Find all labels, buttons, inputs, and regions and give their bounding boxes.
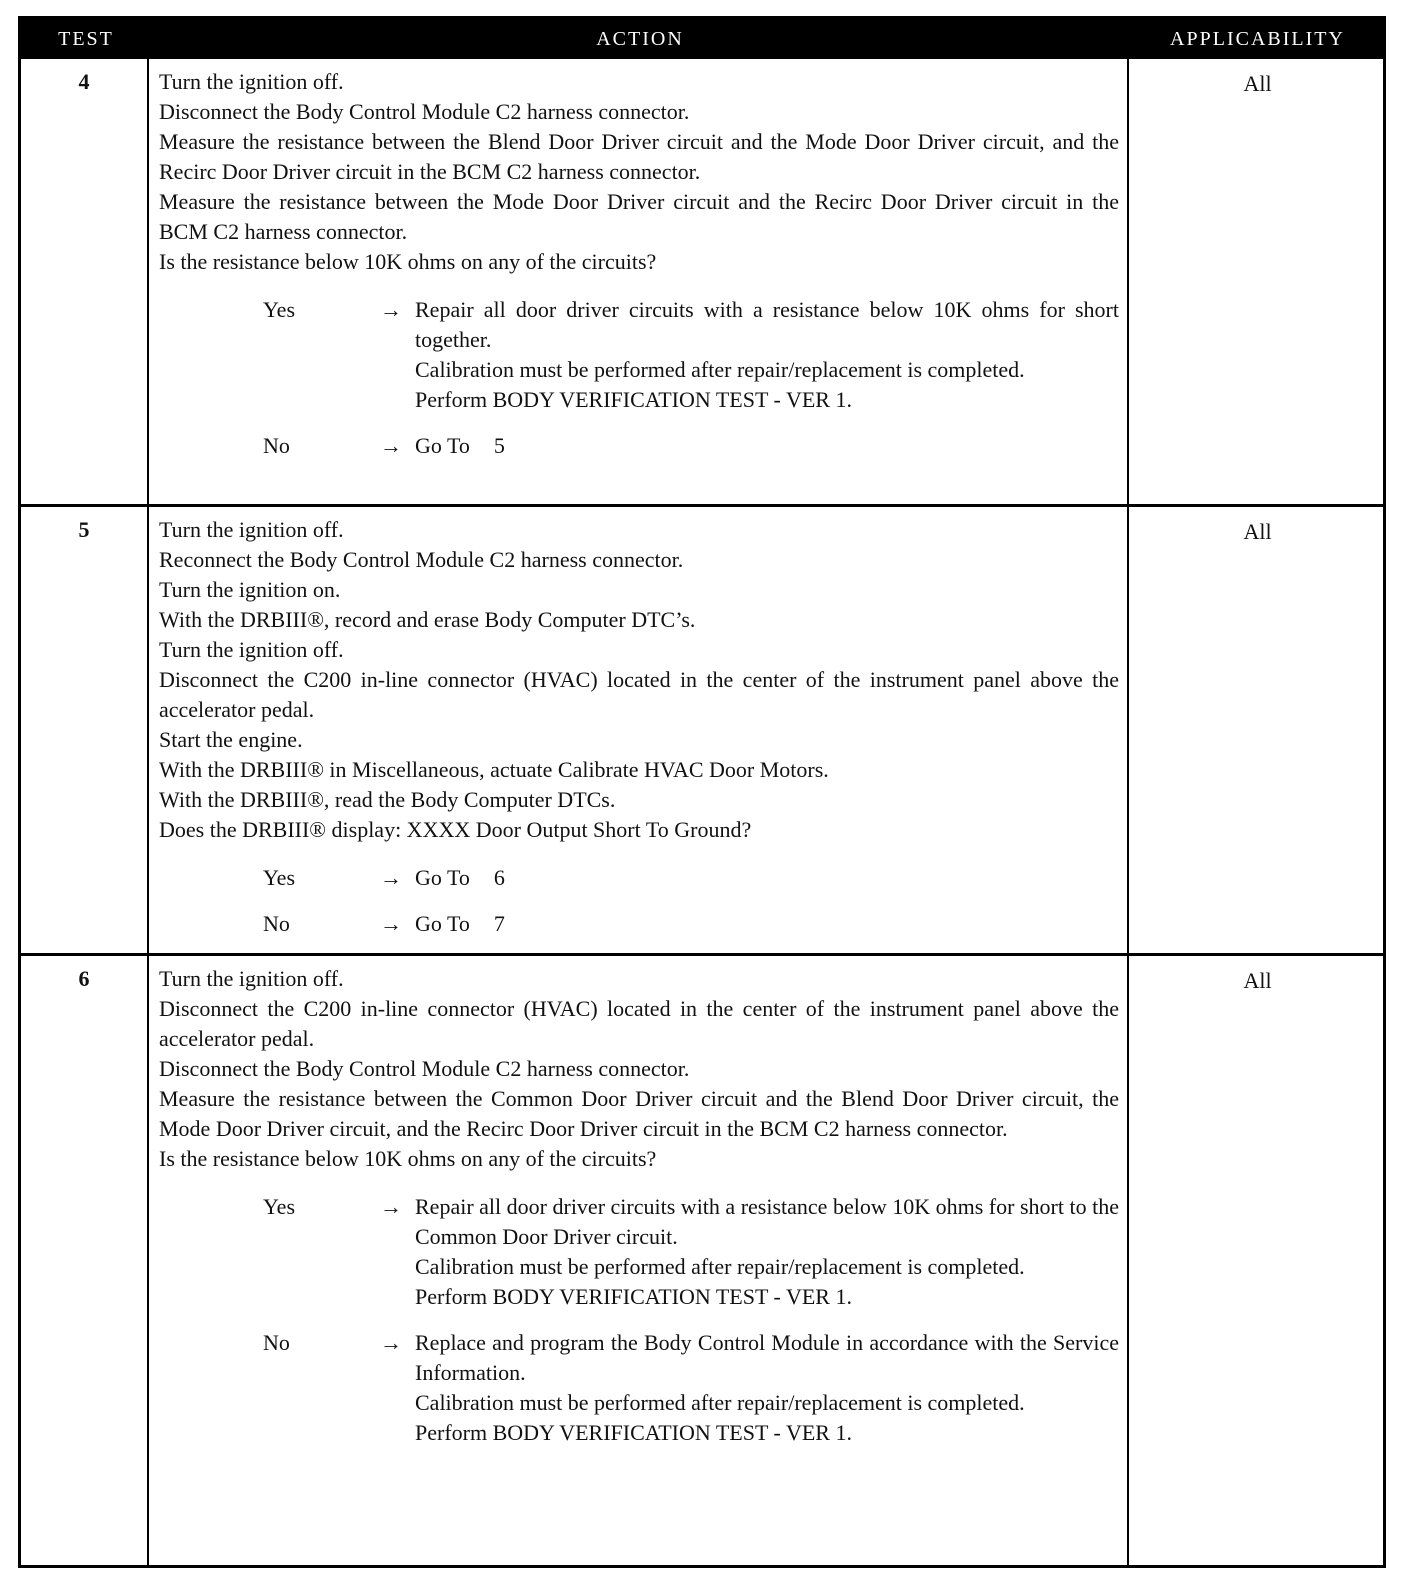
goto-target: 6 — [493, 865, 505, 890]
step: Measure the resistance between the Mode Door Driver circuit and the Recirc Door Driver circuit in the BCM C2 harness connector. — [159, 189, 1119, 244]
no-branch — [159, 431, 1119, 461]
step: Disconnect the C200 in-line connector (HVAC) located in the center of the instrument panel above the accelerator pedal. — [159, 996, 1119, 1051]
step-question: Does the DRBIII® display: XXXX Door Output Short To Ground? — [159, 817, 752, 842]
yes-label: Yes — [263, 1194, 296, 1219]
step: Disconnect the Body Control Module C2 harness connector. — [159, 1056, 690, 1081]
table-header — [21, 19, 1383, 59]
step: Turn the ignition on. — [159, 577, 341, 602]
header-test: TEST — [58, 27, 114, 50]
result-line: Replace and program the Body Control Module in accordance with the Service Information. — [415, 1330, 1119, 1385]
yes-branch — [159, 1192, 1119, 1312]
yes-branch — [159, 863, 1119, 893]
step: Measure the resistance between the Blend Door Driver circuit and the Mode Door Driver circuit, and the Recirc Door Driver circuit in the BCM C2 harness connector. — [159, 129, 1119, 184]
header-action: ACTION — [596, 27, 684, 50]
step: Disconnect the Body Control Module C2 harness connector. — [159, 99, 690, 124]
step: Turn the ignition off. — [159, 517, 344, 542]
step: With the DRBIII®, record and erase Body Computer DTC’s. — [159, 607, 696, 632]
arrow-right-icon: → — [380, 433, 402, 458]
goto-text: Go To — [415, 433, 470, 458]
arrow-right-icon: → — [380, 297, 402, 322]
result-line: Repair all door driver circuits with a resistance below 10K ohms for short together. — [415, 297, 1119, 352]
column-divider — [147, 59, 149, 1565]
test-row-5 — [21, 507, 1383, 956]
step: With the DRBIII®, read the Body Computer DTCs. — [159, 787, 616, 812]
no-label: No — [263, 433, 290, 458]
step: Start the engine. — [159, 727, 303, 752]
arrow-right-icon: → — [380, 911, 402, 936]
action-cell — [159, 67, 1119, 461]
goto-text: Go To — [415, 911, 470, 936]
step: Measure the resistance between the Common Door Driver circuit and the Blend Door Driver circuit, the Mode Door Driver circuit, and the Recirc Door Driver circuit in the BCM C2 harness connector. — [159, 1086, 1119, 1141]
arrow-right-icon: → — [380, 1194, 402, 1219]
no-branch — [159, 909, 1119, 939]
step: Turn the ignition off. — [159, 966, 344, 991]
test-row-4 — [21, 59, 1383, 507]
result-line: Calibration must be performed after repair/replacement is completed. — [415, 1390, 1025, 1415]
column-divider — [1127, 59, 1129, 1565]
result-line: Calibration must be performed after repair/replacement is completed. — [415, 1254, 1025, 1279]
step: Disconnect the C200 in-line connector (HVAC) located in the center of the instrument panel above the accelerator pedal. — [159, 667, 1119, 722]
yes-branch — [159, 295, 1119, 415]
goto-text: Go To — [415, 865, 470, 890]
result-line: Perform BODY VERIFICATION TEST - VER 1. — [415, 1284, 852, 1309]
goto-target: 7 — [493, 911, 505, 936]
applicability-value: All — [1243, 519, 1272, 544]
step: With the DRBIII® in Miscellaneous, actuate Calibrate HVAC Door Motors. — [159, 757, 829, 782]
result-line: Calibration must be performed after repair/replacement is completed. — [415, 357, 1025, 382]
applicability-value: All — [1243, 968, 1272, 993]
applicability-value: All — [1243, 71, 1272, 96]
no-label: No — [263, 1330, 290, 1355]
test-number: 6 — [78, 966, 90, 991]
arrow-right-icon: → — [380, 865, 402, 890]
result-line: Perform BODY VERIFICATION TEST - VER 1. — [415, 1420, 852, 1445]
arrow-right-icon: → — [380, 1330, 402, 1355]
step: Turn the ignition off. — [159, 69, 344, 94]
step: Turn the ignition off. — [159, 637, 344, 662]
step-question: Is the resistance below 10K ohms on any of the circuits? — [159, 249, 657, 274]
action-cell — [159, 964, 1119, 1448]
test-number: 4 — [78, 69, 90, 94]
yes-label: Yes — [263, 865, 296, 890]
step-question: Is the resistance below 10K ohms on any of the circuits? — [159, 1146, 657, 1171]
step: Reconnect the Body Control Module C2 harness connector. — [159, 547, 684, 572]
goto-target: 5 — [493, 433, 505, 458]
yes-label: Yes — [263, 297, 296, 322]
diagnostic-test-table — [18, 16, 1386, 1568]
result-line: Repair all door driver circuits with a resistance below 10K ohms for short to the Common Door Driver circuit. — [415, 1194, 1119, 1249]
no-label: No — [263, 911, 290, 936]
header-applicability: APPLICABILITY — [1170, 27, 1345, 50]
action-cell — [159, 515, 1119, 939]
no-branch — [159, 1328, 1119, 1448]
test-row-6 — [21, 956, 1383, 1568]
test-number: 5 — [78, 517, 90, 542]
result-line: Perform BODY VERIFICATION TEST - VER 1. — [415, 387, 852, 412]
